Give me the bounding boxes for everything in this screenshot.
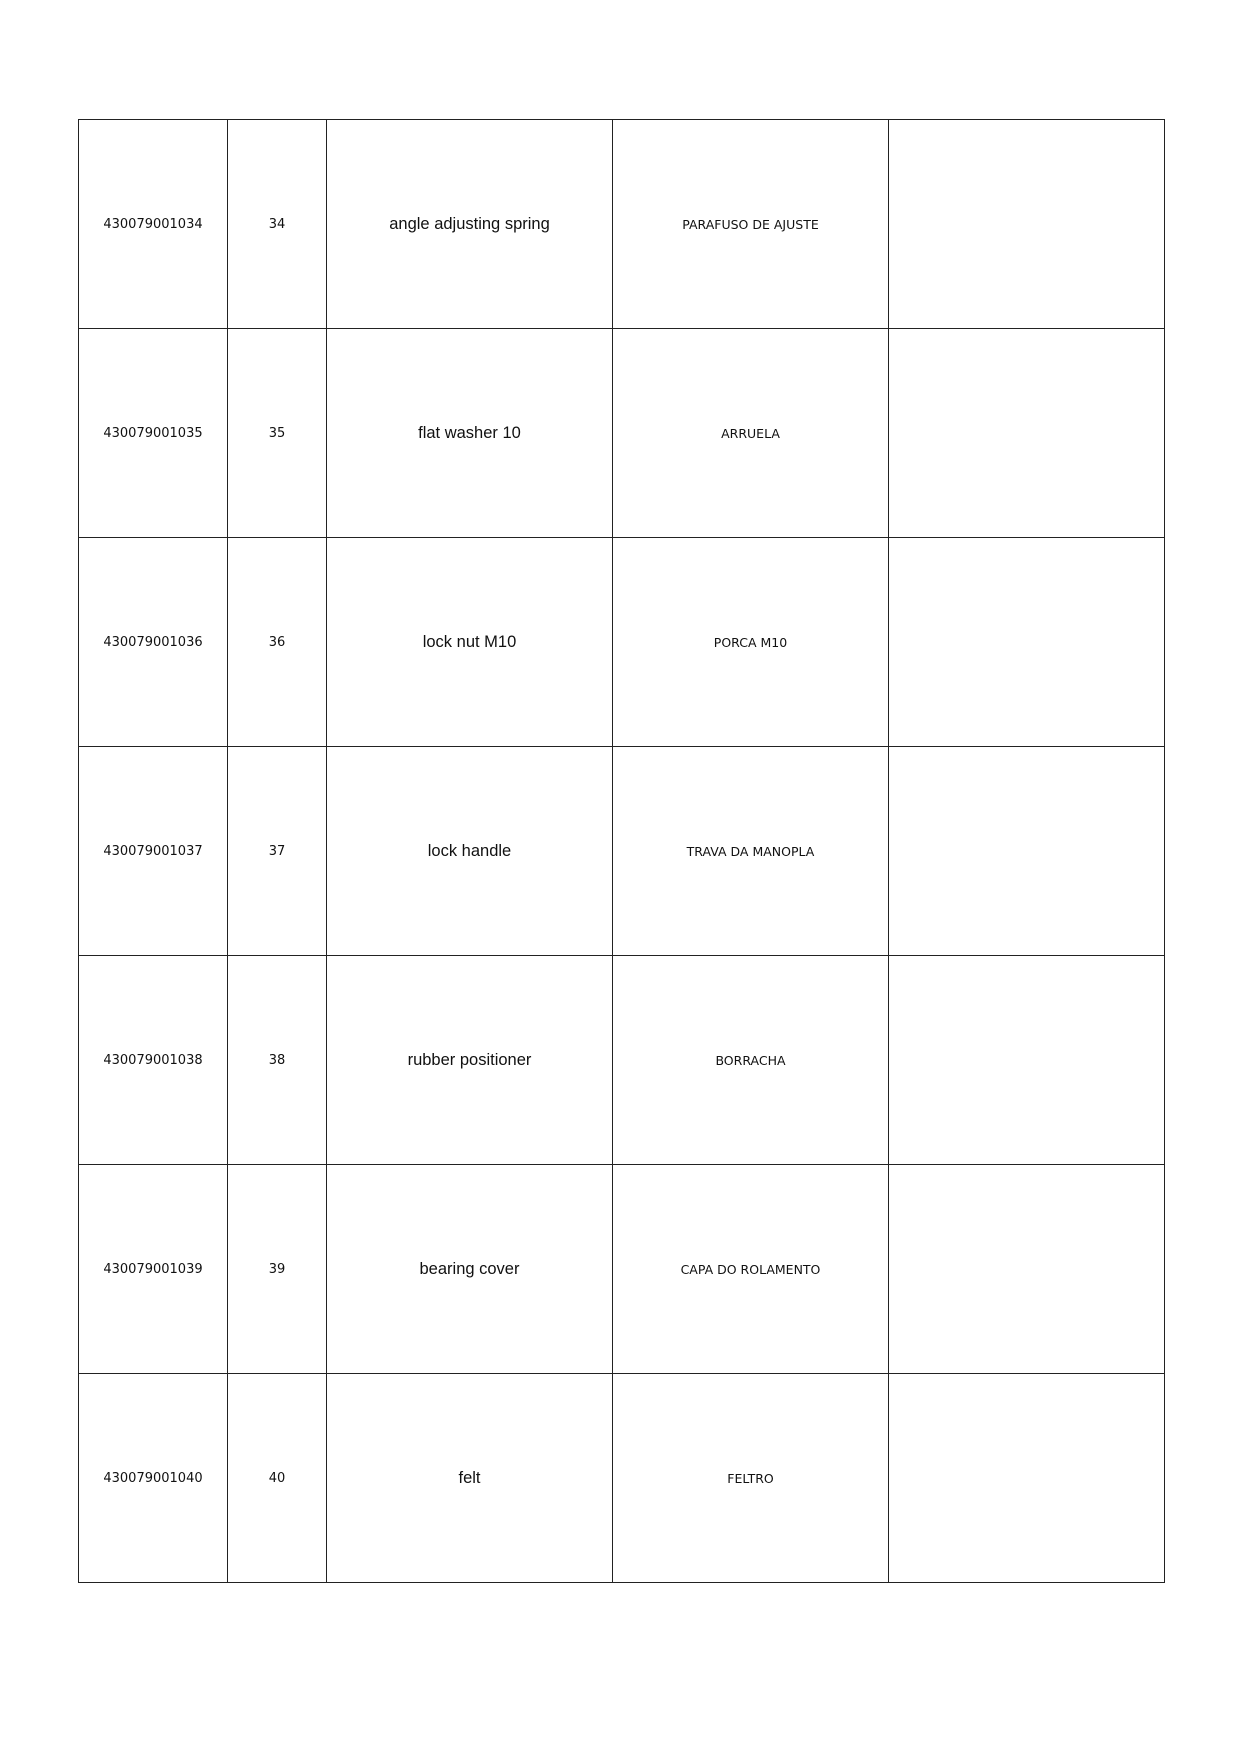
table-row — [79, 329, 1165, 538]
part-name-pt: TRAVA DA MANOPLA — [613, 747, 889, 956]
table-row — [79, 120, 1165, 329]
part-name-pt: FELTRO — [613, 1374, 889, 1583]
part-name-pt: PARAFUSO DE AJUSTE — [613, 120, 889, 329]
part-name-en: bearing cover — [327, 1165, 613, 1374]
part-number: 35 — [228, 329, 327, 538]
table-row — [79, 956, 1165, 1165]
table-row — [79, 747, 1165, 956]
part-name-en: lock handle — [327, 747, 613, 956]
part-number: 36 — [228, 538, 327, 747]
part-number: 40 — [228, 1374, 327, 1583]
part-number: 34 — [228, 120, 327, 329]
part-name-pt: PORCA M10 — [613, 538, 889, 747]
part-code: 430079001035 — [79, 329, 228, 538]
part-name-pt: CAPA DO ROLAMENTO — [613, 1165, 889, 1374]
part-notes — [889, 329, 1165, 538]
table-row — [79, 538, 1165, 747]
part-notes — [889, 120, 1165, 329]
part-notes — [889, 1374, 1165, 1583]
part-code: 430079001040 — [79, 1374, 228, 1583]
part-notes — [889, 538, 1165, 747]
part-name-en: felt — [327, 1374, 613, 1583]
part-name-pt: ARRUELA — [613, 329, 889, 538]
part-code: 430079001034 — [79, 120, 228, 329]
part-notes — [889, 747, 1165, 956]
part-number: 39 — [228, 1165, 327, 1374]
table-row — [79, 1165, 1165, 1374]
part-notes — [889, 956, 1165, 1165]
part-number: 38 — [228, 956, 327, 1165]
part-code: 430079001039 — [79, 1165, 228, 1374]
parts-table — [78, 119, 1165, 1583]
part-name-en: lock nut M10 — [327, 538, 613, 747]
part-number: 37 — [228, 747, 327, 956]
part-name-en: flat washer 10 — [327, 329, 613, 538]
part-name-en: rubber positioner — [327, 956, 613, 1165]
part-code: 430079001037 — [79, 747, 228, 956]
part-name-en: angle adjusting spring — [327, 120, 613, 329]
part-code: 430079001038 — [79, 956, 228, 1165]
part-notes — [889, 1165, 1165, 1374]
table-row — [79, 1374, 1165, 1583]
part-name-pt: BORRACHA — [613, 956, 889, 1165]
part-code: 430079001036 — [79, 538, 228, 747]
